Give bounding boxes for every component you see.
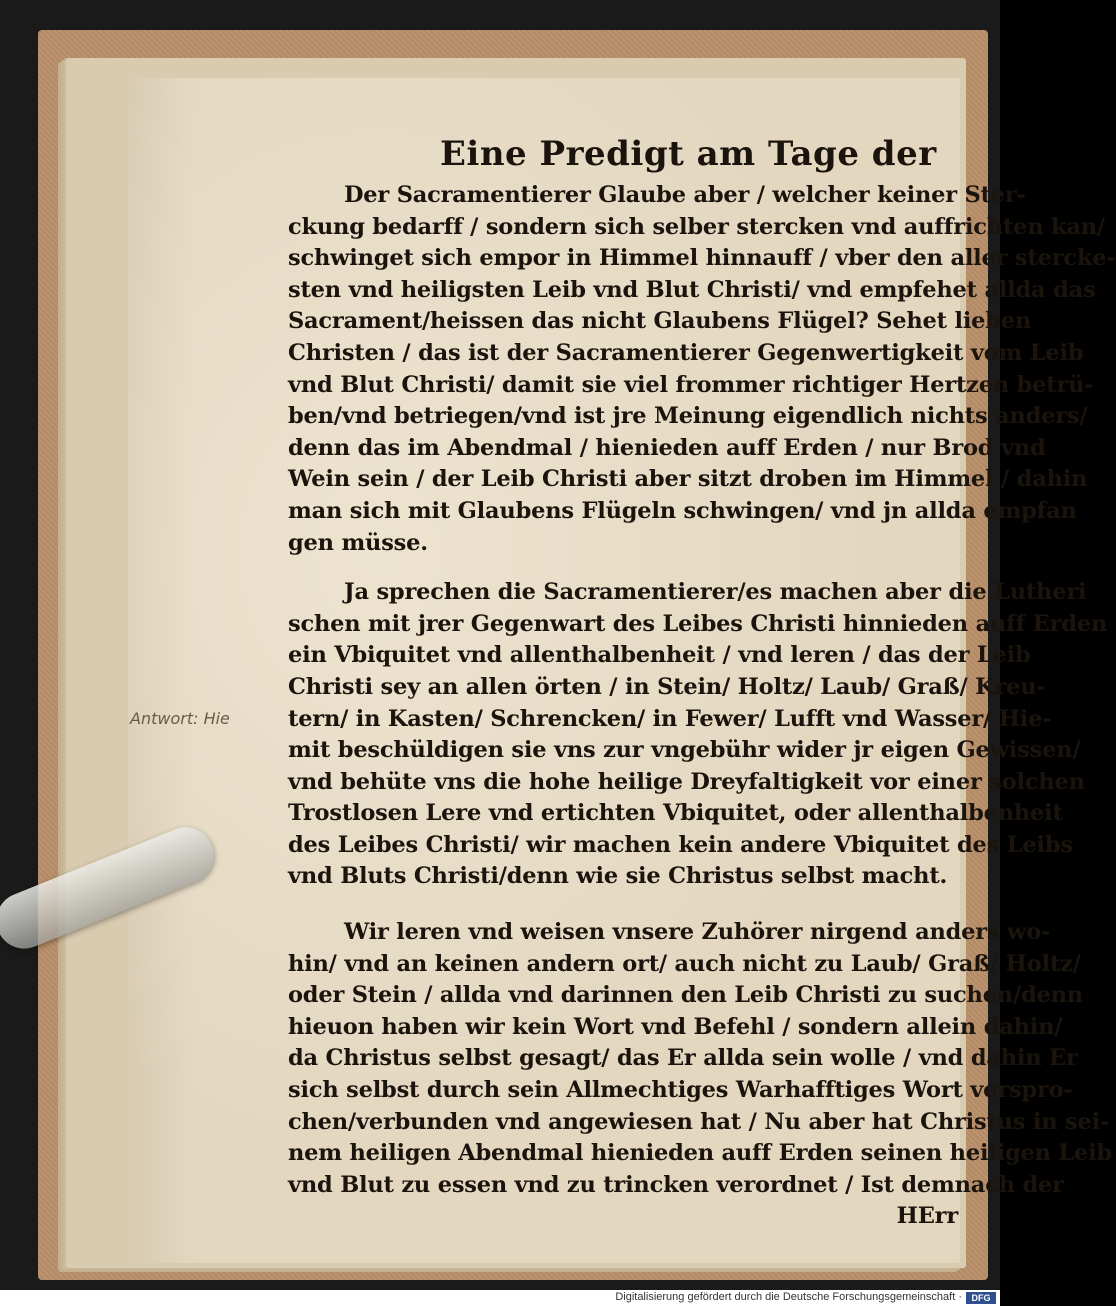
text-line: ein Vbiquitet vnd allenthalbenheit / vnd leren / das der Leib xyxy=(288,642,1031,669)
text-line: Christen / das ist der Sacramentierer Gegenwertigkeit vom Leib xyxy=(288,339,1084,366)
paragraph-2 xyxy=(288,577,1108,893)
text-line: vnd Blut zu essen vnd zu trincken verordnet / Ist demnach der xyxy=(288,1171,1064,1198)
footer-credit: Digitalisierung gefördert durch die Deutsche Forschungsgemeinschaft · xyxy=(615,1291,962,1303)
text-line: schwinget sich empor in Himmel hinnauff / vber den aller stercke- xyxy=(288,245,1116,272)
text-line: ckung bedarff / sondern sich selber stercken vnd auffrichten kan/ xyxy=(288,213,1105,240)
text-line: chen/verbunden vnd angewiesen hat / Nu aber hat Christus in sei- xyxy=(288,1108,1110,1135)
text-line: ben/vnd betriegen/vnd ist jre Meinung eigendlich nichts anders/ xyxy=(288,403,1088,430)
text-line: gen müsse. xyxy=(288,529,428,556)
text-line: sten vnd heiligsten Leib vnd Blut Christi/ vnd empfehet allda das xyxy=(288,276,1096,303)
text-line: mit beschüldigen sie vns zur vngebühr wider jr eigen Gewissen/ xyxy=(288,737,1081,764)
text-line: vnd Bluts Christi/denn wie sie Christus selbst macht. xyxy=(288,863,948,890)
running-head: Eine Predigt am Tage der xyxy=(440,134,937,174)
text-line: tern/ in Kasten/ Schrencken/ in Fewer/ Lufft vnd Wasser/ Hie- xyxy=(288,705,1052,732)
text-line: schen mit jrer Gegenwart des Leibes Christi hinnieden auff Erden xyxy=(288,610,1108,637)
text-line: oder Stein / allda vnd darinnen den Leib Christi zu suchen/denn xyxy=(288,982,1083,1009)
text-line: denn das im Abendmal / hienieden auff Erden / nur Brod vnd xyxy=(288,434,1046,461)
text-line: Wein sein / der Leib Christi aber sitzt droben im Himmel / dahin xyxy=(288,466,1088,493)
catchword: HErr xyxy=(896,1203,958,1230)
text-line: Trostlosen Lere vnd ertichten Vbiquitet, oder allenthalbenheit xyxy=(288,800,1063,827)
paragraph-3 xyxy=(288,917,1113,1233)
dfg-logo: DFG xyxy=(966,1292,996,1304)
text-block xyxy=(288,180,1116,1233)
marginal-note: Antwort: Hie xyxy=(130,709,230,728)
text-line: Der Sacramentierer Glaube aber / welcher keiner Ster- xyxy=(344,182,1026,208)
text-line: Christi sey an allen örten / in Stein/ Holtz/ Laub/ Graß/ Kreu- xyxy=(288,673,1046,700)
text-line: vnd Blut Christi/ damit sie viel frommer richtiger Hertzen betrü- xyxy=(288,371,1094,398)
text-line: des Leibes Christi/ wir machen kein andere Vbiquitet des Leibs xyxy=(288,831,1073,858)
text-line: nem heiligen Abendmal hienieden auff Erden seinen heiligen Leib xyxy=(288,1140,1113,1167)
text-line: Ja sprechen die Sacramentierer/es machen aber die Lutheri xyxy=(344,579,1087,606)
text-line: Wir leren vnd weisen vnsere Zuhörer nirgend anders wo- xyxy=(344,919,1051,946)
text-line: man sich mit Glaubens Flügeln schwingen/ vnd jn allda empfan xyxy=(288,497,1077,524)
paragraph-1 xyxy=(288,180,1116,559)
text-line: Sacrament/heissen das nicht Glaubens Flügel? Sehet lieben xyxy=(288,308,1032,335)
text-line: hin/ vnd an keinen andern ort/ auch nicht zu Laub/ Graß/ Holtz/ xyxy=(288,950,1081,977)
text-line: vnd behüte vns die hohe heilige Dreyfaltigkeit vor einer solchen xyxy=(288,768,1085,795)
text-line: hieuon haben wir kein Wort vnd Befehl / sondern allein dahin/ xyxy=(288,1013,1063,1040)
text-line: sich selbst durch sein Allmechtiges Warhafftiges Wort verspro- xyxy=(288,1077,1073,1104)
text-line: da Christus selbst gesagt/ das Er allda sein wolle / vnd dahin Er xyxy=(288,1045,1078,1072)
